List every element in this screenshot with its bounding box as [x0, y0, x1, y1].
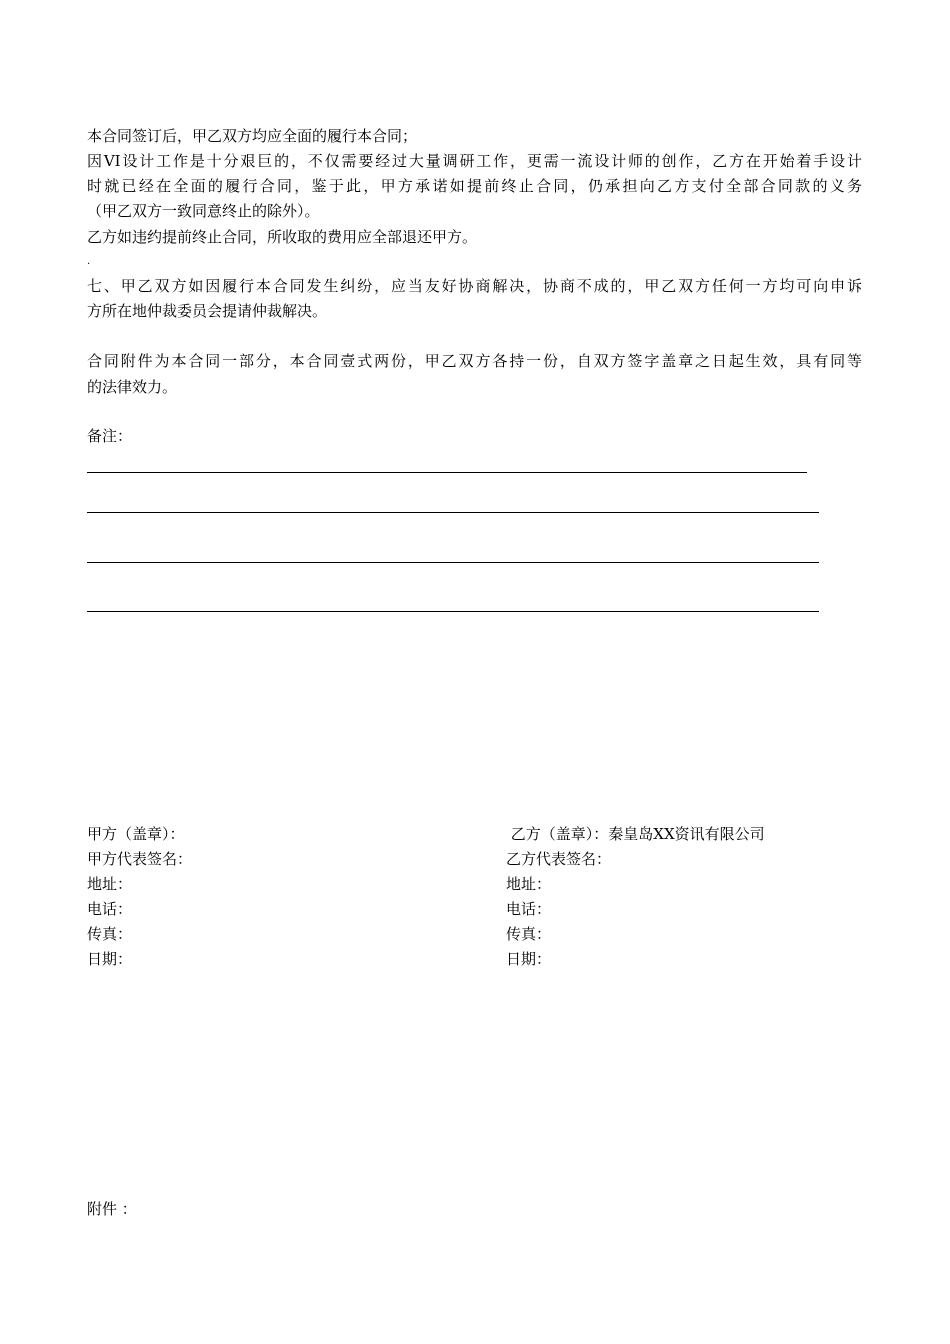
party-a-representative: 甲方代表签名：	[87, 850, 193, 868]
clause-vi-line-2: 时就已经在全面的履行合同，鉴于此，甲方承诺如提前终止合同，仍承担向乙方支付全部合同款的义务	[87, 177, 862, 195]
clause-dispute-line-2: 方所在地仲裁委员会提请仲裁解决。	[87, 302, 328, 320]
remarks-line-4	[87, 611, 819, 612]
party-a-date: 日期：	[87, 950, 133, 968]
clause-refund: 乙方如违约提前终止合同，所收取的费用应全部退还甲方。	[87, 228, 478, 246]
clause-performance: 本合同签订后，甲乙双方均应全面的履行本合同；	[87, 127, 418, 145]
remarks-line-2	[87, 512, 819, 513]
remarks-label: 备注：	[87, 427, 133, 445]
party-a-fax: 传真：	[87, 925, 133, 943]
remarks-line-1	[87, 472, 807, 473]
party-b-fax: 传真：	[506, 925, 552, 943]
party-a-phone: 电话：	[87, 900, 133, 918]
attachment-label: 附件 ：	[87, 1200, 137, 1218]
remarks-line-3	[87, 562, 819, 563]
party-b-representative: 乙方代表签名：	[506, 850, 612, 868]
party-b-seal: 乙方（盖章）：秦皇岛XX资讯有限公司	[506, 825, 765, 843]
clause-validity-line-1: 合同附件为本合同一部分，本合同壹式两份，甲乙双方各持一份，自双方签字盖章之日起生效，具有同等	[87, 352, 862, 370]
party-b-address: 地址：	[506, 875, 552, 893]
clause-vi-line-3: （甲乙双方一致同意终止的除外）。	[87, 202, 320, 220]
stray-dot: .	[87, 256, 91, 267]
party-b-date: 日期：	[506, 950, 552, 968]
party-b-phone: 电话：	[506, 900, 552, 918]
clause-dispute-line-1: 七、甲乙双方如因履行本合同发生纠纷，应当友好协商解决，协商不成的，甲乙双方任何一方均可向申诉	[87, 277, 862, 295]
clause-vi-line-1: 因VI设计工作是十分艰巨的，不仅需要经过大量调研工作，更需一流设计师的创作，乙方在开始着手设计	[87, 152, 862, 170]
party-a-address: 地址：	[87, 875, 133, 893]
clause-validity-line-2: 的法律效力。	[87, 378, 178, 396]
party-a-seal: 甲方（盖章）：	[87, 825, 185, 843]
